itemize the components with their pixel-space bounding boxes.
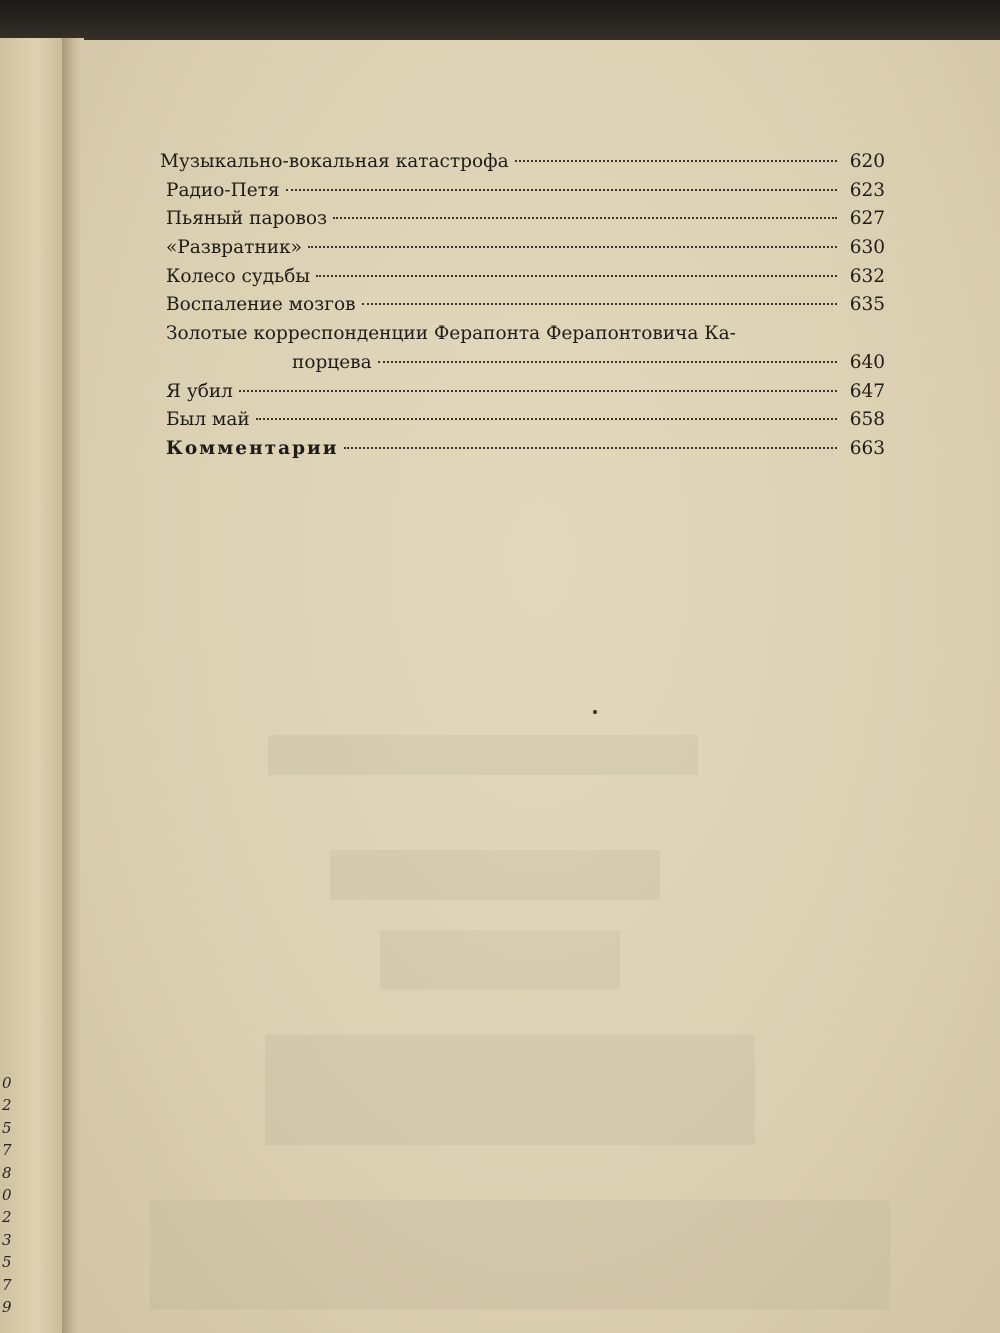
left-page-number: 2 — [2, 1208, 12, 1227]
toc-entry-title: «Развратник» — [166, 237, 302, 259]
ink-speck — [593, 710, 597, 714]
toc-entry — [160, 406, 885, 435]
toc-entry-page: 658 — [849, 409, 885, 431]
toc-leader-dots — [239, 390, 837, 392]
toc-entry — [160, 177, 885, 206]
toc-leader-dots — [344, 447, 837, 449]
left-page-number: 5 — [2, 1253, 12, 1272]
toc-entry — [160, 291, 885, 320]
left-page-number: 9 — [2, 1297, 12, 1316]
left-page — [0, 38, 64, 1333]
toc-entry-page: 632 — [849, 265, 885, 287]
toc-leader-dots — [362, 303, 837, 305]
show-through-block — [380, 930, 620, 990]
left-page-number: 2 — [2, 1096, 12, 1115]
toc-entry-line1 — [160, 320, 885, 349]
toc-entry-title: Я убил — [166, 380, 233, 402]
toc-entry-title: Воспаление мозгов — [166, 294, 356, 316]
toc-entry-title: Радио-Петя — [166, 179, 280, 201]
toc-entry — [160, 234, 885, 263]
toc-leader-dots — [378, 361, 837, 363]
left-page-number: 5 — [2, 1118, 12, 1137]
toc-entry-page: 635 — [849, 294, 885, 316]
left-page-number: 7 — [2, 1141, 12, 1160]
toc-leader-dots — [515, 160, 837, 162]
toc-entry-title-continued: порцева — [292, 351, 372, 373]
toc-entry-title: Был май — [166, 409, 250, 431]
toc-entry-page: 663 — [849, 437, 885, 459]
left-page-number: 7 — [2, 1275, 12, 1294]
toc-entry-page: 640 — [849, 351, 885, 373]
toc-entry-title: Комментарии — [166, 437, 339, 459]
toc-leader-dots — [308, 246, 837, 248]
show-through-block — [268, 735, 698, 775]
toc-entry-page: 620 — [849, 151, 885, 172]
toc-entry-title: Колесо судьбы — [166, 265, 311, 287]
toc-entry — [160, 148, 885, 177]
show-through-block — [265, 1035, 755, 1145]
toc-leader-dots — [286, 189, 837, 191]
show-through-block — [150, 1200, 890, 1310]
left-page-number: 8 — [2, 1163, 12, 1182]
toc-entry — [160, 263, 885, 292]
toc-entry — [160, 378, 885, 407]
book-cover-edge — [0, 0, 1000, 45]
table-of-contents — [160, 148, 885, 464]
toc-leader-dots — [333, 217, 837, 219]
toc-entry-page: 627 — [849, 208, 885, 230]
toc-entry-page: 630 — [849, 237, 885, 259]
toc-entry-title: Золотые корреспонденции Ферапонта Ферапонтовича Ка- — [166, 323, 736, 345]
left-page-numbers — [2, 1072, 20, 1318]
toc-entry-title: Пьяный паровоз — [166, 208, 328, 230]
toc-entry — [160, 205, 885, 234]
toc-entry-line2 — [160, 349, 885, 378]
left-page-number: 0 — [2, 1074, 12, 1092]
show-through-block — [330, 850, 660, 900]
toc-leader-dots — [316, 275, 837, 277]
toc-entry-page: 623 — [849, 179, 885, 201]
left-page-number: 0 — [2, 1185, 12, 1204]
toc-entry — [160, 435, 885, 464]
left-page-number: 3 — [2, 1230, 12, 1249]
toc-entry-page: 647 — [849, 380, 885, 402]
toc-leader-dots — [256, 418, 837, 420]
toc-entry-title: Музыкально-вокальная катастрофа — [160, 151, 509, 172]
